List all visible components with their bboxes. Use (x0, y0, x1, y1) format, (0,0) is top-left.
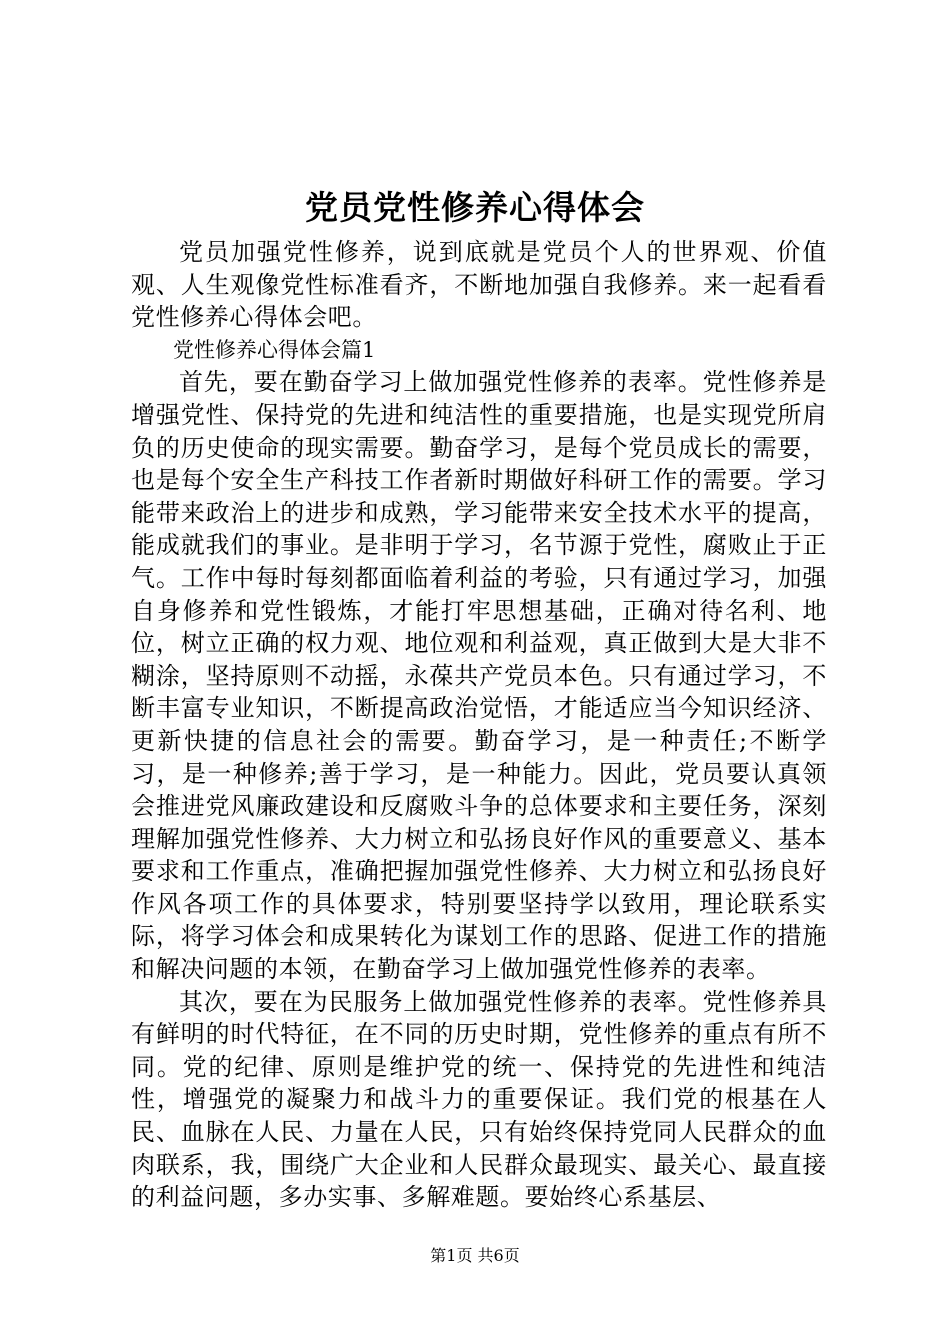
document-body (131, 236, 827, 1214)
body-paragraph-second: 其次，要在为民服务上做加强党性修养的表率。党性修养具有鲜明的时代特征，在不同的历史时期，党性修养的重点有所不同。党的纪律、原则是维护党的统一、保持党的先进性和纯洁性，增强党的凝聚力和战斗力的重要保证。我们党的根基在人民、血脉在人民、力量在人民，只有始终保持党同人民群众的血肉联系，我，围绕广大企业和人民群众最现实、最关心、最直接的利益问题，多办实事、多解难题。要始终心系基层、 (131, 987, 827, 1212)
body-paragraph-first: 首先，要在勤奋学习上做加强党性修养的表率。党性修养是增强党性、保持党的先进和纯洁性的重要措施，也是实现党所肩负的历史使命的现实需要。勤奋学习，是每个党员成长的需要，也是每个安全生产科技工作者新时期做好科研工作的需要。学习能带来政治上的进步和成熟，学习能带来安全技术水平的提高，能成就我们的事业。是非明于学习，名节源于党性，腐败止于正气。工作中每时每刻都面临着利益的考验，只有通过学习，加强自身修养和党性锻炼，才能打牢思想基础，正确对待名利、地位，树立正确的权力观、地位观和利益观，真正做到大是大非不糊涂，坚持原则不动摇，永葆共产党员本色。只有通过学习，不断丰富专业知识，不断提高政治觉悟，才能适应当今知识经济、更新快捷的信息社会的需要。勤奋学习，是一种责任;不断学习，是一种修养;善于学习，是一种能力。因此，党员要认真领会推进党风廉政建设和反腐败斗争的总体要求和主要任务，深刻理解加强党性修养、大力树立和弘扬良好作风的重要意义、基本要求和工作重点，准确把握加强党性修养、大力树立和弘扬良好作风各项工作的具体要求，特别要坚持学以致用，理论联系实际，将学习体会和成果转化为谋划工作的思路、促进工作的措施和解决问题的本领，在勤奋学习上做加强党性修养的表率。 (131, 368, 827, 984)
section-heading: 党性修养心得体会篇1 (173, 337, 376, 362)
page-footer: 第1页 共6页 (430, 1246, 520, 1265)
document-title: 党员党性修养心得体会 (305, 188, 645, 227)
intro-paragraph: 党员加强党性修养，说到底就是党员个人的世界观、价值观、人生观像党性标准看齐，不断地加强自我修养。来一起看看党性修养心得体会吧。 (131, 238, 827, 332)
